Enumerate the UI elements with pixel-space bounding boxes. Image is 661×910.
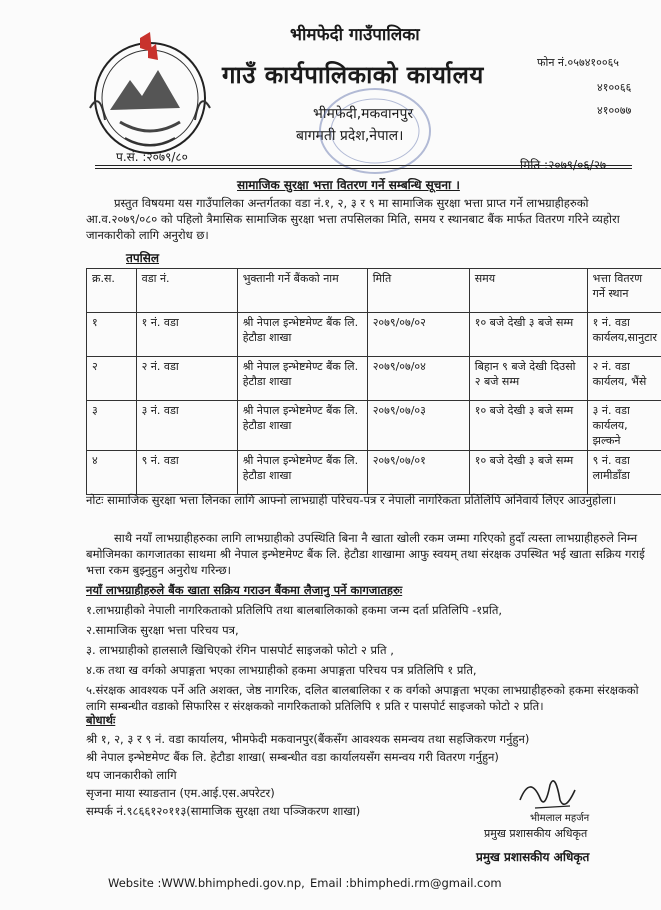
col-header-place: भत्ता वितरण गर्ने स्थान (587, 269, 661, 313)
office-name-line1: भीमफेदी गाउँपालिका (290, 25, 420, 45)
document-item: ४.क तथा ख वर्गको अपाङ्गता भएका लाभग्राहीको हकमा अपाङ्गता परिचय पत्र प्रतिलिपि १ प्रति, (86, 663, 477, 677)
cell-date: २०७९/०७/०१ (367, 451, 469, 495)
phone-3: ४१००७७ (597, 104, 632, 117)
table-row (87, 357, 661, 401)
instruction-paragraph: साथै नयाँ लाभग्राहीहरुका लागि लाभग्राहीको उपस्थिति बिना नै खाता खोली रकम जम्मा गरिएको हुदाँ त्यस्ता लाभग्राहीहरुले निम्न बमोजिमका कागजातका साथमा श्री नेपाल इन्भेष्टमेण्ट बैंक लि. हेटौडा शाखामा आफु स्वयम् तथा संरक्षक उपस्थित भई खाता सक्रिय गराई भत्ता रकम बुझ्नुहुन अनुरोध गरिन्छ। (86, 531, 645, 577)
cell-date: २०७९/०७/०२ (367, 313, 469, 357)
cell-place: ९ नं. वडा लामीडाँडा (587, 451, 661, 495)
cc-item: सृजना माया स्याङतान (एम.आई.एस.अपरेटर) (86, 786, 275, 800)
document-item: १.लाभग्राहीको नेपाली नागरिकताको प्रतिलिपि तथा बालबालिकाको हकमा जन्म दर्ता प्रतिलिपि -१प्रति, (86, 603, 503, 617)
documents-heading: नयाँ लाभग्राहीहरुले बैंक खाता सक्रिय गराउन बैंकमा लैजानु पर्ने कागजातहरुः (86, 583, 403, 597)
office-province: बागमती प्रदेश,नेपाल। (296, 128, 404, 144)
signatory-title-printed: प्रमुख प्रशासकीय अधिकृत (476, 850, 590, 864)
office-location: भीमफेदी,मकवानपुर (313, 106, 414, 122)
col-header-ward: वडा नं. (136, 269, 237, 313)
reference-number: प.सं. :२०७९/८० (116, 150, 188, 164)
cc-heading: बोधार्थः (86, 713, 116, 727)
cc-item: श्री १, २, ३ र ९ नं. वडा कार्यालय, भीमफेदी मकवानपुर(बैंकसँग आवश्यक समन्वय तथा सहजिकरण गर्नुहुन) (86, 732, 530, 746)
cell-bank: श्री नेपाल इन्भेष्टमेण्ट बैंक लि. हेटौडा शाखा (237, 451, 367, 495)
col-header-time: समय (469, 269, 587, 313)
table-row (87, 401, 661, 451)
signatory-name: भीमलाल महर्जन (530, 813, 590, 824)
table-header-row (87, 269, 661, 313)
cell-bank: श्री नेपाल इन्भेष्टमेण्ट बैंक लि. हेटौडा शाखा (237, 357, 367, 401)
cell-sn: २ (87, 357, 137, 401)
cell-place: ३ नं. वडा कार्यलय, झल्कने (587, 401, 661, 451)
col-header-bank: भुक्तानी गर्ने बैंकको नाम (237, 269, 367, 313)
col-header-date: मिति (367, 269, 469, 313)
cell-date: २०७९/०७/०४ (367, 357, 469, 401)
cell-time: १० बजे देखी ३ बजे सम्म (469, 401, 587, 451)
document-item: ३. लाभग्राहीको हालसालै खिचिएको रंगिन पासपोर्ट साइजको फोटो २ प्रति , (86, 643, 394, 657)
cell-ward: ९ नं. वडा (136, 451, 237, 495)
handwritten-signature-icon (515, 770, 585, 815)
office-name-line2: गाउँ कार्यपालिकाको कार्यालय (222, 61, 484, 89)
notice-intro: प्रस्तुत विषयमा यस गाउँपालिका अन्तर्गतका वडा नं.१, २, ३ र ९ मा सामाजिक सुरक्षा भत्ता प्राप्त गर्ने लाभग्राहीहरुको आ.व.२०७९/०८० को पहिलो त्रैमासिक सामाजिक सुरक्षा भत्ता तपसिलका मिति, समय र स्थानबाट बैंक मार्फत वितरण गरिने व्यहोरा जानकारीको लागि अनुरोध छ। (86, 196, 620, 242)
footer-website[interactable]: Website :WWW.bhimphedi.gov.np, (108, 876, 305, 890)
cell-sn: १ (87, 313, 137, 357)
cell-bank: श्री नेपाल इन्भेष्टमेण्ट बैंक लि. हेटौडा शाखा (237, 313, 367, 357)
cell-time: १० बजे देखी ३ बजे सम्म (469, 451, 587, 495)
cc-item: सम्पर्क नं.९८६६१२०११३(सामाजिक सुरक्षा तथा पञ्जिकरण शाखा) (86, 804, 361, 818)
phone-1: फोन नं.०५७४१००६५ (537, 56, 620, 69)
note-text: नोटः सामाजिक सुरक्षा भत्ता लिनका लागि आफ्नो लाभग्राही परिचय-पत्र र नेपाली नागरिकता प्रतिलिपि अनिवार्य लिएर आउनुहोला। (86, 493, 617, 507)
cell-time: १० बजे देखी ३ बजे सम्म (469, 313, 587, 357)
table-row (87, 451, 661, 495)
cell-date: २०७९/०७/०३ (367, 401, 469, 451)
cell-sn: ४ (87, 451, 137, 495)
table-row (87, 313, 661, 357)
cell-ward: २ नं. वडा (136, 357, 237, 401)
cell-place: २ नं. वडा कार्यलय, भैंसे (587, 357, 661, 401)
cell-sn: ३ (87, 401, 137, 451)
col-header-sn: क्र.स. (87, 269, 137, 313)
nepal-government-emblem-icon (80, 30, 220, 160)
cell-bank: श्री नेपाल इन्भेष्टमेण्ट बैंक लि. हेटौडा शाखा (237, 401, 367, 451)
header-divider (95, 165, 632, 166)
schedule-table (86, 268, 661, 495)
footer-email[interactable]: Email :bhimphedi.rm@gmail.com (310, 876, 502, 890)
document-item: ५.संरक्षक आवश्यक पर्ने अति अशक्त, जेष्ठ नागरिक, दलित बालबालिका र क वर्गको अपाङ्गता भएका लाभग्राहीहरुको हकमा संरक्षकको लागि सम्बन्धीत वडाको सिफारिस र संरक्षकको नागरिकताको प्रतिलिपि १ प्रति र पासपोर्ट साइजको फोटो २ प्रति। (86, 683, 639, 713)
cell-ward: १ नं. वडा (136, 313, 237, 357)
cell-ward: ३ नं. वडा (136, 401, 237, 451)
cell-time: बिहान ९ बजे देखी दिउसो २ बजे सम्म (469, 357, 587, 401)
office-seal-icon (316, 86, 434, 176)
documents-list (86, 602, 646, 714)
cc-item: श्री नेपाल इन्भेष्टमेण्ट बैंक लि. हेटौडा शाखा( सम्बन्धीत वडा कार्यालयसँग समन्वय गरी वितरण गर्नुहुन) (86, 750, 499, 764)
schedule-heading: तपसिल (126, 251, 160, 265)
header-divider-2 (95, 168, 632, 169)
notice-title: सामाजिक सुरक्षा भत्ता वितरण गर्ने सम्बन्धि सूचना । (237, 178, 460, 192)
phone-2: ४१००६६ (597, 81, 632, 94)
cell-place: १ नं. वडा कार्यलय,सानुटार (587, 313, 661, 357)
document-item: २.सामाजिक सुरक्षा भत्ता परिचय पत्र, (86, 623, 239, 637)
cc-item: थप जानकारीको लागि (86, 768, 177, 782)
signatory-title: प्रमुख प्रशासकीय अधिकृत (484, 827, 588, 840)
letter-date: मिति :२०७९/०६/२७ (520, 158, 607, 172)
